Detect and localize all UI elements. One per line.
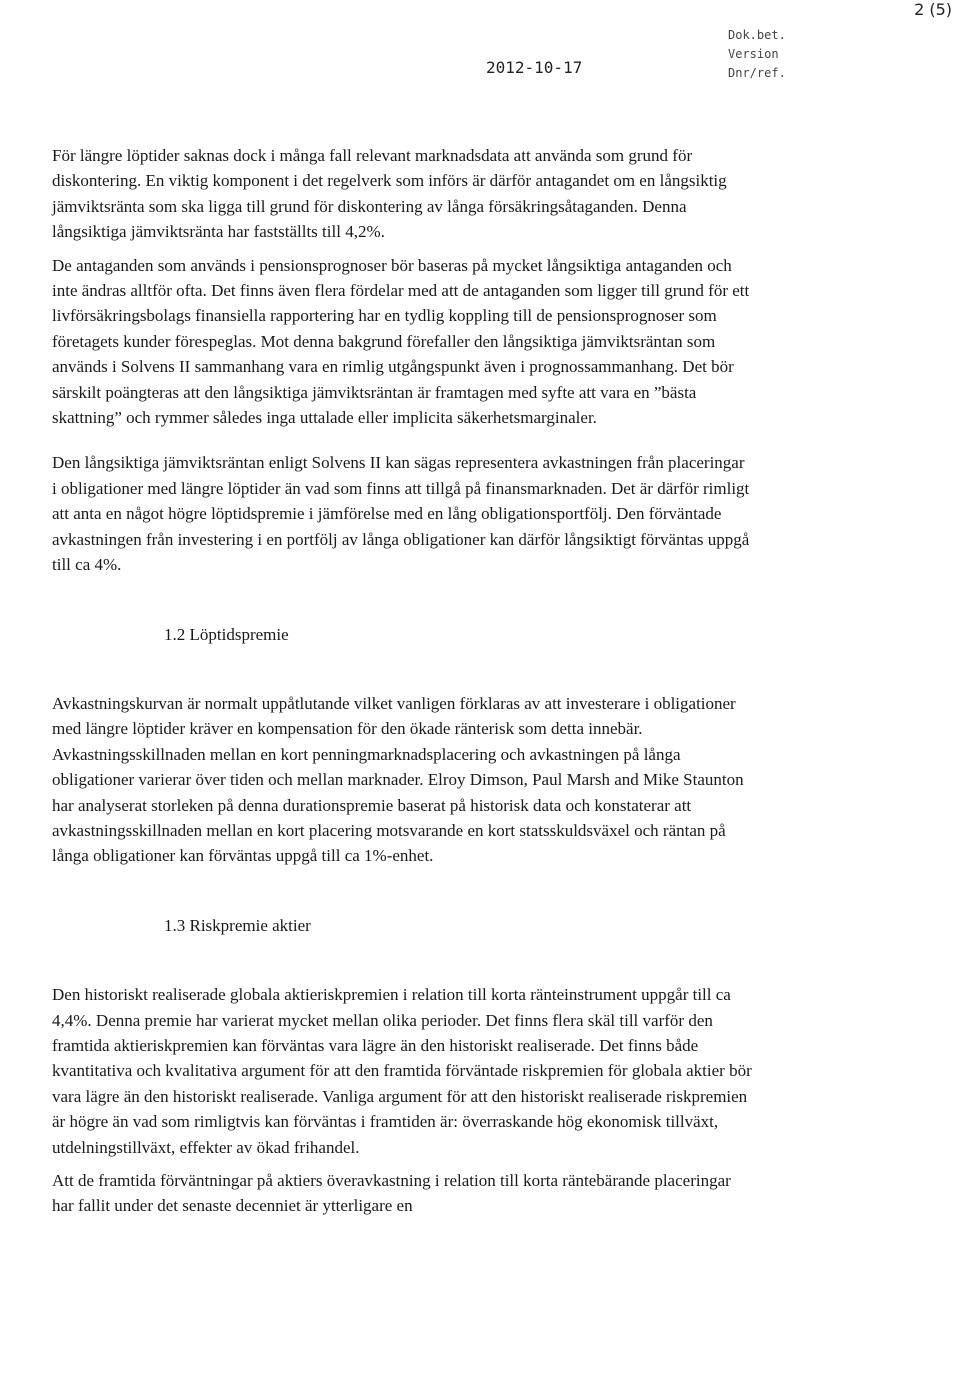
paragraph-2: De antaganden som används i pensionsprognoser bör baseras på mycket långsiktiga antaganden och inte ändras alltför ofta. Det finns även flera fördelar med att de antaganden som ligger till grund för ett livförsäkringsbolags finansiella rapportering har en tydlig koppling till de pensionsprognoser som företagets kunder förespeglas. Mot denna bakgrund förefaller den långsiktiga jämviktsräntan som används i Solvens II sammanhang vara en rimlig utgångspunkt även i prognossammanhang. Det bör särskilt poängteras att den långsiktiga jämviktsräntan är framtagen med syfte att vara en ”bästa skattning” och rymmer således inga uttalade eller implicita säkerhetsmarginaler.	[52, 255, 750, 428]
paragraph-4: Avkastningskurvan är normalt uppåtlutande vilket vanligen förklaras av att investerare i obligationer med längre löptider kräver en kompensation för den ökade ränterisk som detta innebär. Avkastningsskillnaden mellan en kort penningmarknadsplacering och avkastningen på långa obligationer varierar över tiden och mellan marknader. Elroy Dimson, Paul Marsh and Mike Staunton har analyserat storleken på denna durationspremie baserat på historisk data och konstaterar att avkastningsskillnaden mellan en kort placering motsvarande en kort statsskuldsväxel och räntan på långa obligationer kan förväntas uppgå till ca 1%-enhet.	[52, 693, 744, 866]
section-heading-1-2: 1.2 Löptidspremie	[164, 624, 289, 644]
meta-dok-bet: Dok.bet.	[728, 28, 786, 42]
document-meta	[728, 26, 786, 83]
paragraph-6: Att de framtida förväntningar på aktiers överavkastning i relation till korta räntebärande placeringar har fallit under det senaste decenniet är ytterligare en	[52, 1171, 731, 1216]
paragraph-3: Den långsiktiga jämviktsräntan enligt Solvens II kan sägas representera avkastningen från placeringar i obligationer med längre löptider än vad som finns att tillgå på finansmarknaden. Det är därför rimligt att anta en något högre löptidspremie i jämförelse med en lång obligationsportfölj. Den förväntade avkastningen från investering i en portfölj av långa obligationer kan därför långsiktigt förväntas uppgå till ca 4%.	[52, 453, 750, 575]
document-body	[52, 143, 752, 1219]
meta-version: Version	[728, 47, 779, 61]
page-number: 2 (5)	[914, 0, 952, 19]
document-date: 2012-10-17	[486, 58, 583, 77]
section-heading-1-3: 1.3 Riskpremie aktier	[164, 915, 311, 935]
paragraph-5: Den historiskt realiserade globala aktieriskpremien i relation till korta ränteinstrument uppgår till ca 4,4%. Denna premie har varierat mycket mellan olika perioder. Det finns flera skäl till varför den framtida aktieriskpremien kan förväntas vara lägre än den historiskt realiserade. Det finns både kvantitativa och kvalitativa argument för att den framtida förväntade riskpremien för globala aktier bör vara lägre än den historiskt realiserade. Vanliga argument för att den historiskt realiserade riskpremien är högre än vad som rimligtvis kan förväntas i framtiden är: överraskande hög ekonomisk tillväxt, utdelningstillväxt, effekter av ökad frihandel.	[52, 985, 752, 1157]
paragraph-1: För längre löptider saknas dock i många fall relevant marknadsdata att använda som grund för diskontering. En viktig komponent i det regelverk som införs är därför antagandet om en långsiktig jämviktsränta som ska ligga till grund för diskontering av långa försäkringsåtaganden. Denna långsiktiga jämviktsränta har fastställts till 4,2%.	[52, 146, 727, 242]
meta-dnr-ref: Dnr/ref.	[728, 66, 786, 80]
